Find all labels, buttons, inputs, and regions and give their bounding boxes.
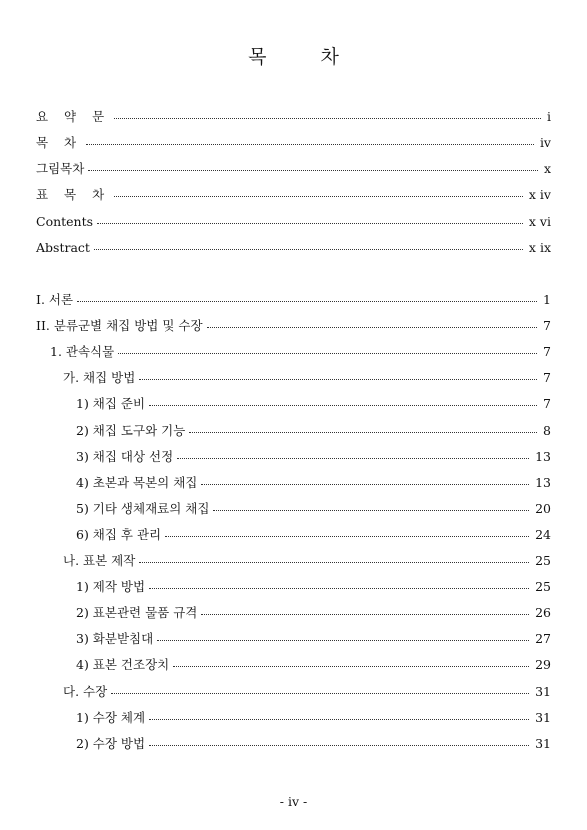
toc-entry-page: 31 (535, 683, 551, 699)
dot-leader (114, 118, 541, 119)
toc-entry-page: i (547, 108, 551, 124)
toc-front-entry[interactable] (36, 212, 551, 230)
dot-leader (149, 405, 537, 406)
toc-entry-label: I. 서론 (36, 292, 74, 307)
toc-entry-label: 5) 기타 생체재료의 채집 (76, 501, 210, 516)
dot-leader (201, 484, 529, 485)
toc-entry-label: 1) 수장 체계 (76, 710, 146, 725)
toc-entry-page: 7 (543, 369, 551, 385)
toc-entry-label: 표 목 차 (36, 187, 111, 202)
toc-front-entry[interactable] (36, 133, 551, 151)
dot-leader (97, 223, 523, 224)
dot-leader (111, 693, 529, 694)
toc-entry[interactable] (76, 421, 551, 439)
toc-entry-page: 24 (535, 526, 551, 542)
toc-entry-page: 7 (543, 343, 551, 359)
toc-entry-page: 13 (535, 448, 551, 464)
page-title: 목 차 (248, 46, 363, 68)
toc-entry[interactable] (76, 655, 551, 673)
toc-entry[interactable] (63, 551, 551, 569)
toc-front-entry[interactable] (36, 159, 551, 177)
dot-leader (149, 719, 529, 720)
toc-entry-label: 1) 제작 방법 (76, 579, 146, 594)
toc-entry-label: 4) 초본과 목본의 채집 (76, 475, 198, 490)
dot-leader (213, 510, 529, 511)
toc-entry[interactable] (76, 734, 551, 752)
dot-leader (207, 327, 538, 328)
toc-entry[interactable] (76, 525, 551, 543)
toc-entry[interactable] (63, 368, 551, 386)
toc-entry-page: 8 (543, 422, 551, 438)
toc-entry-label: 2) 표본관련 물품 규격 (76, 605, 198, 620)
toc-entry-page: 13 (535, 474, 551, 490)
toc-entry[interactable] (76, 499, 551, 517)
toc-entry-page: x iv (528, 186, 551, 202)
toc-entry-page: 31 (535, 735, 551, 751)
toc-entry-label: Contents (36, 213, 94, 229)
toc-entry-page: 26 (535, 604, 551, 620)
toc-entry-label: 요 약 문 (36, 109, 111, 124)
toc-entry[interactable] (76, 629, 551, 647)
toc-entry-label: 3) 채집 대상 선정 (76, 449, 174, 464)
toc-entry-label: Abstract (36, 239, 90, 255)
dot-leader (157, 640, 529, 641)
dot-leader (189, 432, 537, 433)
toc-entry-label: 나. 표본 제작 (63, 553, 136, 568)
toc-entry-label: 그림목차 (36, 161, 85, 176)
toc-entry[interactable] (36, 290, 551, 308)
dot-leader (77, 301, 537, 302)
toc-entry[interactable] (36, 316, 551, 334)
toc-entry-page: 25 (535, 578, 551, 594)
dot-leader (173, 666, 529, 667)
toc-entry-page: x (543, 160, 551, 176)
toc-front-entry[interactable] (36, 107, 551, 125)
dot-leader (165, 536, 529, 537)
toc-entry-page: 1 (543, 291, 551, 307)
toc-front-entry[interactable] (36, 238, 551, 256)
toc-entry-page: 7 (543, 395, 551, 411)
dot-leader (139, 562, 529, 563)
toc-entry-label: 가. 채집 방법 (63, 370, 136, 385)
toc-entry[interactable] (76, 394, 551, 412)
toc-entry-label: 3) 화분받침대 (76, 631, 154, 646)
dot-leader (118, 353, 537, 354)
dot-leader (201, 614, 529, 615)
toc-entry-label: 다. 수장 (63, 684, 108, 699)
toc-entry[interactable] (76, 577, 551, 595)
toc-entry[interactable] (63, 682, 551, 700)
toc-entry-page: 20 (535, 500, 551, 516)
toc-entry-label: II. 분류군별 채집 방법 및 수장 (36, 318, 203, 333)
toc-entry-page: 25 (535, 552, 551, 568)
toc-entry-page: 27 (535, 630, 551, 646)
toc-entry-label: 6) 채집 후 관리 (76, 527, 162, 542)
dot-leader (149, 588, 529, 589)
dot-leader (139, 379, 537, 380)
dot-leader (88, 170, 538, 171)
toc-entry-page: 29 (535, 656, 551, 672)
toc-entry-page: x vi (528, 213, 551, 229)
toc-entry-page: iv (539, 134, 551, 150)
dot-leader (94, 249, 523, 250)
toc-entry-label: 2) 채집 도구와 기능 (76, 423, 186, 438)
dot-leader (149, 745, 529, 746)
page-number: - iv - (279, 794, 308, 809)
toc-entry[interactable] (76, 447, 551, 465)
toc-entry-page: 31 (535, 709, 551, 725)
dot-leader (177, 458, 529, 459)
dot-leader (86, 144, 534, 145)
dot-leader (114, 196, 523, 197)
toc-entry-label: 목 차 (36, 135, 83, 150)
toc-entry[interactable] (50, 342, 551, 360)
toc-entry[interactable] (76, 473, 551, 491)
toc-entry-label: 2) 수장 방법 (76, 736, 146, 751)
toc-entry[interactable] (76, 708, 551, 726)
toc-entry-label: 4) 표본 건조장치 (76, 657, 170, 672)
toc-entry-page: 7 (543, 317, 551, 333)
toc-entry-page: x ix (528, 239, 551, 255)
toc-front-entry[interactable] (36, 185, 551, 203)
toc-entry-label: 1) 채집 준비 (76, 396, 146, 411)
toc-entry[interactable] (76, 603, 551, 621)
toc-entry-label: 1. 관속식물 (50, 344, 115, 359)
